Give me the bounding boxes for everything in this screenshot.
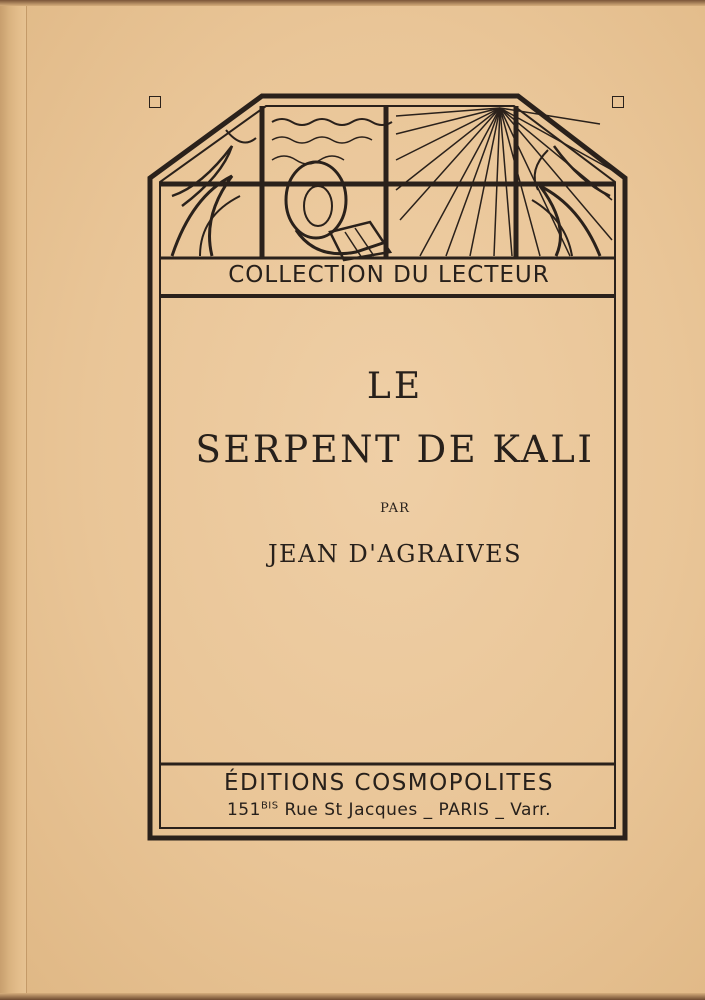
book-title-line1: LE bbox=[366, 366, 424, 407]
street-number-suffix: BIS bbox=[260, 800, 279, 812]
publisher-name: ÉDITIONS COSMOPOLITES bbox=[223, 770, 555, 796]
series-name: COLLECTION DU LECTEUR bbox=[228, 262, 550, 288]
by-label: PAR bbox=[380, 501, 410, 516]
stained-glass-illustration bbox=[160, 106, 615, 260]
publisher-address bbox=[167, 800, 611, 820]
book-title-line2: SERPENT DE KALI bbox=[195, 428, 595, 471]
author-name: JEAN D'AGRAIVES bbox=[267, 540, 523, 568]
street-address: Rue St Jacques _ PARIS _ Varr. bbox=[284, 800, 551, 820]
street-number: 151 bbox=[226, 800, 261, 820]
